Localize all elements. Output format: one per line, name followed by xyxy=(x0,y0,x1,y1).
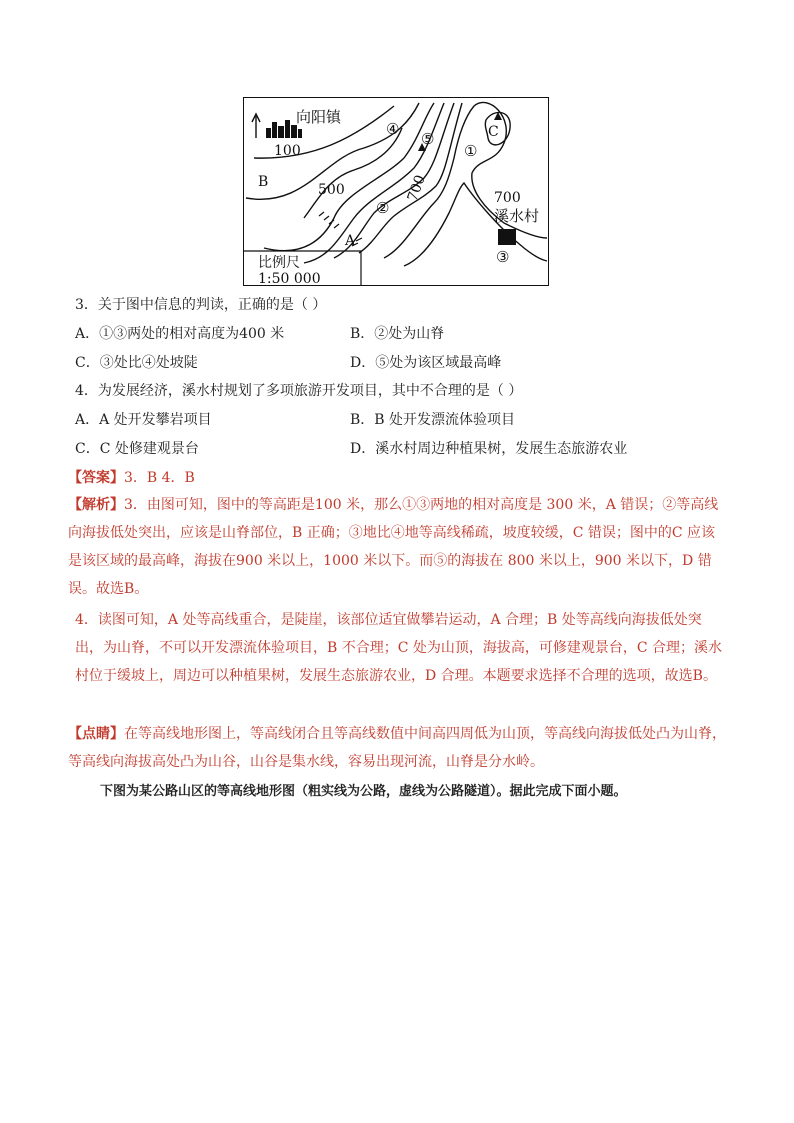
marker-3: ③ xyxy=(496,248,510,266)
tip-text: 在等高线地形图上，等高线闭合且等高线数值中间高四周低为山顶，等高线向海拔低处凸为山脊，等高线向海拔高处凸为山谷，山谷是集水线，容易出现河流，山脊是分水岭。 xyxy=(68,726,726,770)
analysis-q3-text: 3．由图可知，图中的等高距是100 米，那么①③两地的相对高度是 300 米，A 错误；②等高线向海拔低处突出，应该是山脊部位，B 正确；③地比④地等高线稀疏，坡度较缓，C 错误；图中的C 应该是该区域的最高峰，海拔在900 米以上，1000 米以下。而⑤的海拔在 800 米以上，900 米以下，D 错误。故选B。 xyxy=(68,497,719,597)
town-label: 向阳镇 xyxy=(296,108,342,126)
q4-option-d: D．溪水村周边种植果树，发展生态旅游农业 xyxy=(350,441,628,457)
village-label: 溪水村 xyxy=(494,207,540,225)
contour-label-700: 700 xyxy=(494,190,521,206)
q4-option-b: B．B 处开发漂流体验项目 xyxy=(350,412,516,428)
q3-option-c: C．③处比④处坡陡 xyxy=(75,355,198,371)
q3-option-d: D．⑤处为该区域最高峰 xyxy=(350,355,502,371)
analysis-q4-text: 4．读图可知，A 处等高线重合，是陡崖，该部位适宜做攀岩运动，A 合理；B 处等高线向海拔低处突出，为山脊，不可以开发漂流体验项目，B 不合理；C 处为山顶，海拔高，可修建观景台，C 合理；溪水村位于缓坡上，周边可以种植果树，发展生态旅游农业，D 合理。本题要求选择不合理的选项，故选B。 xyxy=(75,612,723,684)
tip-tag: 【点睛】 xyxy=(68,726,124,742)
analysis-q3 xyxy=(68,491,728,603)
point-a-label: A xyxy=(345,233,356,249)
q3-stem: 3．关于图中信息的判读，正确的是（ ） xyxy=(75,297,327,313)
scale-title: 比例尺 xyxy=(258,255,300,271)
next-question-intro: 下图为某公路山区的等高线地形图（粗实线为公路，虚线为公路隧道）。据此完成下面小题。 xyxy=(100,784,627,799)
point-b-label: B xyxy=(258,174,269,190)
contour-label-500: 500 xyxy=(318,182,345,198)
q4-option-a: A．A 处开发攀岩项目 xyxy=(75,412,212,428)
marker-4: ④ xyxy=(386,120,400,138)
q4-stem: 4．为发展经济，溪水村规划了多项旅游开发项目，其中不合理的是（ ） xyxy=(75,383,523,399)
answer-line xyxy=(68,468,195,488)
q4-option-c: C．C 处修建观景台 xyxy=(75,441,199,457)
village-square-icon xyxy=(498,229,516,245)
north-arrow-icon xyxy=(252,114,260,138)
marker-1: ① xyxy=(464,142,478,160)
answer-text: 3．B 4．B xyxy=(124,470,195,486)
point-c-label: C xyxy=(488,124,499,140)
contour-label-100: 100 xyxy=(274,143,301,159)
tip-block xyxy=(68,720,728,776)
contour-line xyxy=(384,102,547,258)
marker-5: ⑤ xyxy=(421,130,435,148)
q3-option-a: A．①③两处的相对高度为400 米 xyxy=(75,326,285,342)
marker-2: ② xyxy=(376,199,390,217)
answer-tag: 【答案】 xyxy=(68,470,124,486)
scale-value: 1:50 000 xyxy=(258,271,321,285)
analysis-tag: 【解析】 xyxy=(68,497,124,513)
contour-map xyxy=(243,97,549,286)
contour-map-drawing xyxy=(244,98,548,285)
q3-option-b: B．②处为山脊 xyxy=(350,326,445,342)
contour-label-700-ridge: 700 xyxy=(404,173,429,204)
